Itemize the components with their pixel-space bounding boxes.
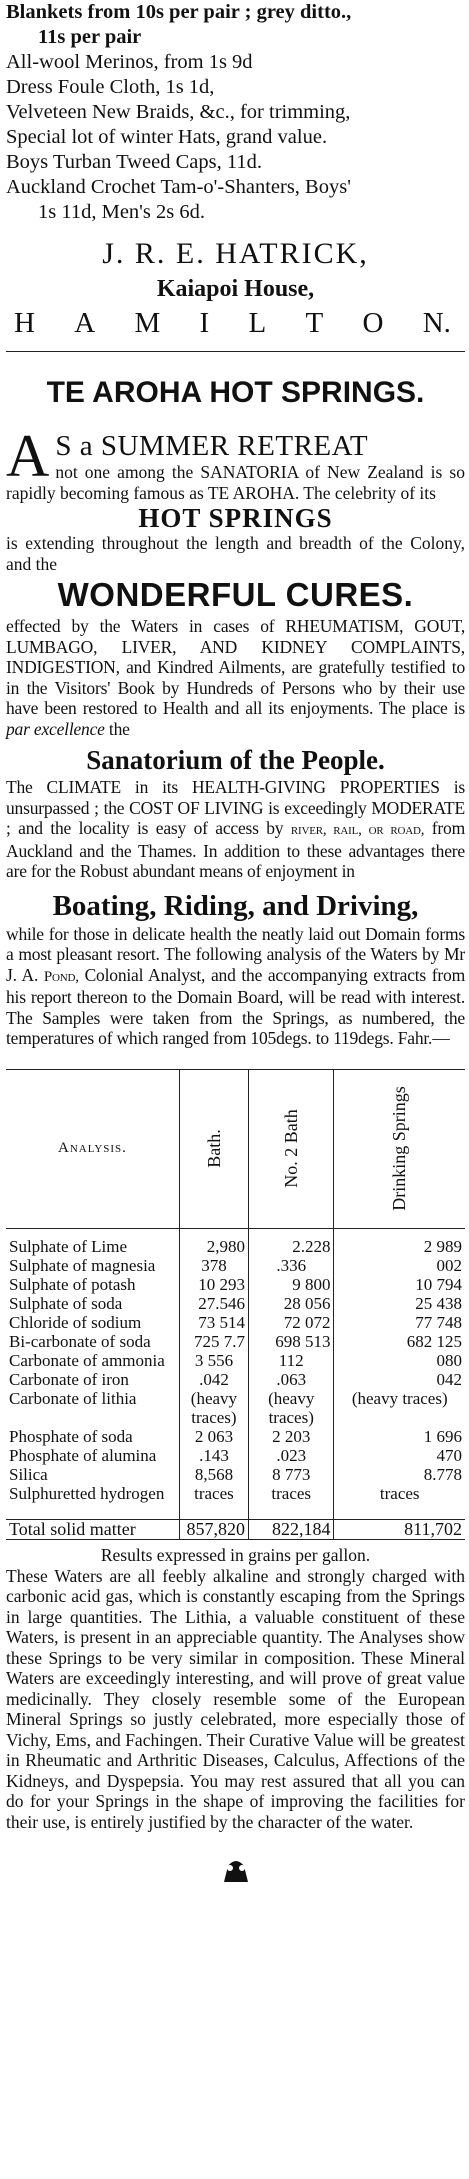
row-value: traces: [248, 1484, 334, 1503]
intro-first-line: S a SUMMER RETREAT: [55, 430, 369, 462]
row-value: .063: [248, 1370, 334, 1389]
intro-text: not one among the SANATORIA of New Zealand is so rapidly becoming famous as TE AROHA. The celebrity of its: [6, 462, 465, 503]
total-label: Total solid matter: [6, 1519, 179, 1539]
effected-paragraph: [6, 616, 465, 739]
row-value: 8.778: [334, 1465, 465, 1484]
row-value: 8 773: [248, 1465, 334, 1484]
table-row: [6, 1332, 465, 1351]
table-row: [6, 1256, 465, 1275]
row-name: Bi-carbonate of soda: [9, 1331, 151, 1351]
analysis-table: [6, 1070, 465, 1540]
table-row: [6, 1313, 465, 1332]
header-bath: [179, 1070, 248, 1229]
merchant-house: Kaiapoi House,: [156, 276, 315, 302]
row-value: 10 293: [179, 1275, 248, 1294]
row-value: 682 125: [334, 1332, 465, 1351]
row-value: 2 989: [334, 1237, 465, 1256]
hot-springs-subhead: HOT SPRINGS: [138, 503, 333, 533]
ornament-icon: [6, 1852, 465, 1882]
table-row: [6, 1484, 465, 1503]
town-letter: O: [362, 307, 384, 339]
table-row: [6, 1370, 465, 1389]
town-letter: T: [305, 307, 324, 339]
row-name: Sulphate of potash: [9, 1274, 136, 1294]
row-value: traces: [334, 1484, 465, 1503]
row-value: 1 696: [334, 1427, 465, 1446]
drop-cap: A: [6, 423, 50, 489]
table-total-row: [6, 1519, 465, 1539]
row-value: 77 748: [334, 1313, 465, 1332]
row-value: (heavy traces): [334, 1389, 465, 1427]
row-value: 3 556: [179, 1351, 248, 1370]
extending-text: is extending throughout the length and breadth of the Colony, and the: [6, 533, 465, 574]
total-value: 857,820: [179, 1519, 248, 1539]
header-drinking-springs: [334, 1070, 465, 1229]
row-value: 2 203: [248, 1427, 334, 1446]
row-value: 2,980: [179, 1237, 248, 1256]
delicate-text-b: Colonial Analyst, and the accompanying extracts from his report thereon to the Domain Board, will be read with interest. The Samples were taken from the Springs, as numbered, the temperatures of which ranged from 105degs. to 119degs. Fahr.—: [6, 964, 465, 1048]
row-value: .023: [248, 1446, 334, 1465]
row-name: Silica: [9, 1464, 48, 1484]
row-value: 9 800: [248, 1275, 334, 1294]
merchant-name: J. R. E. HATRICK,: [102, 237, 369, 270]
total-value: 811,702: [334, 1519, 465, 1539]
header-bath-label: Bath.: [203, 1129, 224, 1168]
ad-line-merinos: All-wool Merinos, from 1s 9d: [6, 51, 253, 73]
ad-line-velveteen: Velveteen New Braids, &c., for trimming,: [6, 101, 351, 123]
table-row: [6, 1294, 465, 1313]
table-row: [6, 1275, 465, 1294]
table-row: [6, 1237, 465, 1256]
access-modes-text: river, rail, or road,: [290, 822, 425, 838]
row-name: Phosphate of alumina: [9, 1445, 157, 1465]
section-divider: [6, 351, 465, 352]
climate-text-a: The CLIMATE in its HEALTH-GIVING PROPERTIES is unsurpassed ; the COST OF LIVING is exceedingly MODERATE ; and the locality is easy of access by: [6, 777, 465, 838]
row-value: 72 072: [248, 1313, 334, 1332]
row-value: 080: [334, 1351, 465, 1370]
results-note: Results expressed in grains per gallon.: [100, 1544, 371, 1565]
table-spacer-row: [6, 1503, 465, 1520]
row-value: 2.228: [248, 1237, 334, 1256]
ad-line-tam-o-shanters: Auckland Crochet Tam-o'-Shanters, Boys': [6, 176, 351, 198]
table-row: [6, 1389, 465, 1427]
row-value: 27.546: [179, 1294, 248, 1313]
merchant-town: [6, 305, 465, 341]
row-value: 10 794: [334, 1275, 465, 1294]
sanatorium-heading: Sanatorium of the People.: [86, 745, 385, 775]
row-value: (heavy traces): [248, 1389, 334, 1427]
table-header-row: [6, 1070, 465, 1229]
ornament-glyph-icon: [216, 1852, 256, 1882]
header-no2-bath-label: No. 2 Bath: [280, 1109, 301, 1188]
row-value: .336: [248, 1256, 334, 1275]
town-letter: M: [134, 307, 161, 339]
row-name: Sulphate of soda: [9, 1293, 123, 1313]
springs-intro: [6, 423, 465, 503]
analysis-table-wrap: [6, 1069, 465, 1540]
header-no2-bath: [248, 1070, 334, 1229]
table-row: [6, 1465, 465, 1484]
town-letter: A: [74, 307, 96, 339]
row-name: Chloride of sodium: [9, 1312, 142, 1332]
row-value: 698 513: [248, 1332, 334, 1351]
header-analysis: Analysis.: [57, 1140, 127, 1156]
the-text: the: [108, 718, 130, 739]
row-name: Carbonate of lithia: [9, 1388, 137, 1408]
climate-text-b: from Auckland and the Thames. In addition to these advantages there are for the Robust abundant means of enjoyment in: [6, 818, 465, 881]
town-letter: L: [248, 307, 267, 339]
hot-springs-advertisement: [6, 374, 465, 1882]
town-letter: I: [199, 307, 210, 339]
par-excellence-text: par excellence: [6, 718, 105, 739]
row-value: (heavy traces): [179, 1389, 248, 1427]
effected-text: effected by the Waters in cases of RHEUMATISM, GOUT, LUMBAGO, LIVER, AND KIDNEY COMPLAINTS, INDIGESTION, and Kindred Ailments, are gratefully testified to in the Visitors' Book by Hundreds of Persons who by their use have been restored to Health and all its enjoyments. The place is: [6, 616, 465, 718]
row-value: 8,568: [179, 1465, 248, 1484]
row-value: .042: [179, 1370, 248, 1389]
table-row: [6, 1351, 465, 1370]
row-value: 002: [334, 1256, 465, 1275]
row-value: 725 7.7: [179, 1332, 248, 1351]
ad-line-tam-prices: 1s 11d, Men's 2s 6d.: [38, 201, 205, 223]
closing-paragraph: These Waters are all feebly alkaline and strongly charged with carbonic acid gas, which is constantly escaping from the Springs in large quantities. The Lithia, a valuable constituent of these Waters, is present in an appreciable quantity. The Analyses show these Springs to be very similar in composition. These Mineral Waters are exceedingly interesting, and will prove of great value medicinally. They closely resemble some of the European Mineral Springs so justly celebrated, more especially those of Vichy, Ems, and Fachingen. Their Curative Value will be greatest in Rheumatic and Arthritic Diseases, Calculus, Affections of the Kidneys, and Dyspepsia. You may rest assured that all you can do for your Springs in the shape of improving the facilities for their use, is entirely justified by the character of the water.: [6, 1565, 465, 1832]
ad-line-blankets-price: 11s per pair: [38, 26, 142, 48]
town-letter: H: [14, 307, 35, 339]
row-value: traces: [179, 1484, 248, 1503]
ad-line-hats: Special lot of winter Hats, grand value.: [6, 126, 328, 148]
delicate-text-a: while for those in delicate health the neatly laid out Domain forms a most pleasant resort. The following analysis of the Waters by Mr J. A.: [6, 923, 465, 985]
town-letter: N.: [422, 307, 451, 339]
row-value: 112: [248, 1351, 334, 1370]
table-row: [6, 1427, 465, 1446]
row-name: Sulphate of Lime: [9, 1236, 128, 1256]
row-value: 042: [334, 1370, 465, 1389]
row-name: Carbonate of iron: [9, 1369, 129, 1389]
ad-line-caps: Boys Turban Tweed Caps, 11d.: [6, 151, 262, 173]
row-value: 28 056: [248, 1294, 334, 1313]
boating-heading: Boating, Riding, and Driving,: [52, 889, 419, 922]
row-name: Sulphate of magnesia: [9, 1255, 156, 1275]
row-value: 2 063: [179, 1427, 248, 1446]
row-value: 470: [334, 1446, 465, 1465]
header-drinking-label: Drinking Springs: [389, 1086, 410, 1211]
row-name: Phosphate of soda: [9, 1426, 133, 1446]
row-name: Sulphuretted hydrogen: [9, 1483, 165, 1503]
climate-paragraph: [6, 777, 465, 882]
delicate-health-paragraph: [6, 924, 465, 1049]
row-value: .143: [179, 1446, 248, 1465]
table-row: [6, 1446, 465, 1465]
row-value: 378: [179, 1256, 248, 1275]
row-value: 73 514: [179, 1313, 248, 1332]
ad-line-blankets: Blankets from 10s per pair ; grey ditto.,: [6, 1, 352, 23]
header-rule-row: [6, 1228, 465, 1237]
pond-name: Pond,: [43, 968, 79, 985]
springs-headline: TE AROHA HOT SPRINGS.: [46, 376, 425, 409]
total-value: 822,184: [248, 1519, 334, 1539]
row-name: Carbonate of ammonia: [9, 1350, 165, 1370]
draper-advertisement: [6, 0, 465, 341]
wonderful-cures-heading: WONDERFUL CURES.: [57, 576, 414, 613]
row-value: 25 438: [334, 1294, 465, 1313]
ad-line-dress-cloth: Dress Foule Cloth, 1s 1d,: [6, 76, 215, 98]
